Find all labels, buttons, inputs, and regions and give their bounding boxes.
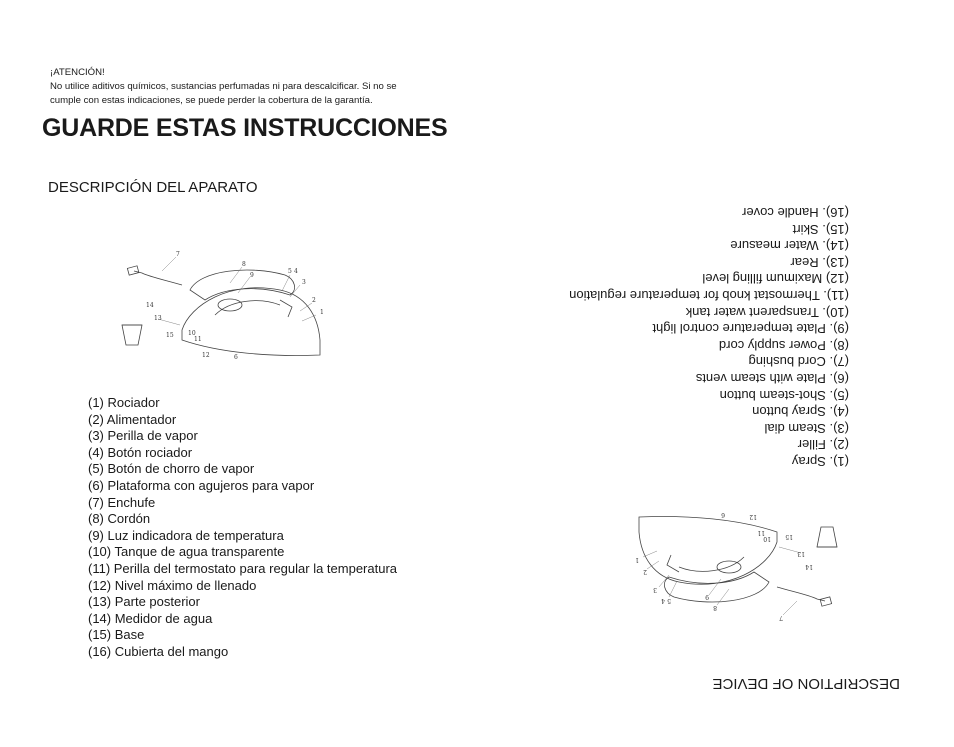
section-heading-es: DESCRIPCIÓN DEL APARATO (48, 179, 258, 196)
callout-4: 4 (661, 597, 665, 604)
list-item: (7) Enchufe (88, 494, 156, 510)
list-item: (6) Plataforma con agujeros para vapor (88, 477, 315, 493)
callout-1: 1 (320, 309, 324, 316)
list-item: (15). Skirt (792, 221, 849, 237)
callout-9: 9 (705, 593, 709, 600)
callout-13: 13 (797, 550, 805, 557)
warning-heading: ¡ATENCIÓN! (50, 67, 105, 78)
callout-3: 3 (302, 279, 306, 286)
callout-12: 12 (202, 352, 210, 359)
warning-line-2: cumple con estas indicaciones, se puede perder la cobertura de la garantía. (50, 95, 373, 106)
callout-15: 15 (785, 533, 793, 540)
list-item: (9). Plate temperature control light (652, 321, 849, 337)
list-item: (12) Nivel máximo de llenado (88, 577, 257, 593)
callout-6: 6 (234, 354, 238, 361)
callout-8: 8 (242, 261, 246, 268)
list-item: (2). Filler (797, 437, 849, 453)
callout-6: 6 (721, 511, 725, 518)
list-item: (6). Plate with steam vents (695, 371, 849, 387)
list-item: (14). Water measure (730, 238, 849, 254)
list-item: (15) Base (88, 627, 145, 643)
section-heading-en: DESCRIPTION OF DEVICE (712, 675, 900, 692)
list-item: (4) Botón rociador (88, 444, 193, 460)
callout-2: 2 (312, 297, 316, 304)
list-item: (13). Rear (790, 254, 849, 270)
list-item: (1) Rociador (88, 395, 160, 410)
list-item: (5) Botón de chorro de vapor (88, 461, 255, 477)
iron-diagram-en (619, 502, 839, 627)
page-title: GUARDE ESTAS INSTRUCCIONES (42, 114, 448, 142)
list-item: (3) Perilla de vapor (88, 428, 198, 444)
list-item: (1). Spray (791, 454, 849, 469)
callout-1: 1 (635, 556, 639, 563)
callout-11: 11 (194, 336, 202, 343)
list-item: (16). Handle cover (742, 205, 849, 221)
list-item: (10) Tanque de agua transparente (88, 544, 285, 560)
list-item: (5). Shot-steam button (719, 387, 849, 403)
list-item: (11). Thermostat knob for temperature regulation (569, 288, 849, 304)
callout-2: 2 (643, 568, 647, 575)
list-item: (8). Power supply cord (718, 337, 849, 353)
callout-5: 5 (667, 597, 671, 604)
list-item: (13) Parte posterior (88, 594, 200, 610)
list-item: (10). Transparent water tank (685, 304, 849, 320)
list-item: (3). Steam dial (764, 420, 849, 436)
list-item: (12) Maximum filling level (702, 271, 849, 287)
list-item: (11) Perilla del termostato para regular la temperatura (88, 560, 398, 576)
list-item: (9) Luz indicadora de temperatura (88, 527, 284, 543)
callout-11: 11 (757, 529, 765, 536)
callout-3: 3 (653, 586, 657, 593)
callout-7: 7 (779, 614, 783, 621)
callout-9: 9 (250, 272, 254, 279)
callout-10: 10 (188, 330, 196, 337)
callout-14: 14 (146, 302, 154, 309)
callout-7: 7 (176, 251, 180, 258)
callout-13: 13 (154, 315, 162, 322)
list-item: (8) Cordón (88, 511, 151, 527)
callout-8: 8 (713, 604, 717, 611)
callout-15: 15 (166, 332, 174, 339)
parts-list-en (569, 204, 849, 470)
list-item: (7). Cord bushing (748, 354, 849, 370)
callout-5: 5 (288, 268, 292, 275)
list-item: (16) Cubierta del mango (88, 643, 229, 659)
callout-14: 14 (805, 563, 813, 570)
callout-4: 4 (294, 268, 298, 275)
callout-12: 12 (749, 513, 757, 520)
list-item: (4). Spray button (752, 404, 849, 420)
list-item: (14) Medidor de agua (88, 610, 213, 626)
callout-10: 10 (763, 535, 771, 542)
warning-line-1: No utilice aditivos químicos, sustancias perfumadas ni para descalcificar. Si no se (50, 81, 397, 92)
list-item: (2) Alimentador (88, 411, 177, 427)
